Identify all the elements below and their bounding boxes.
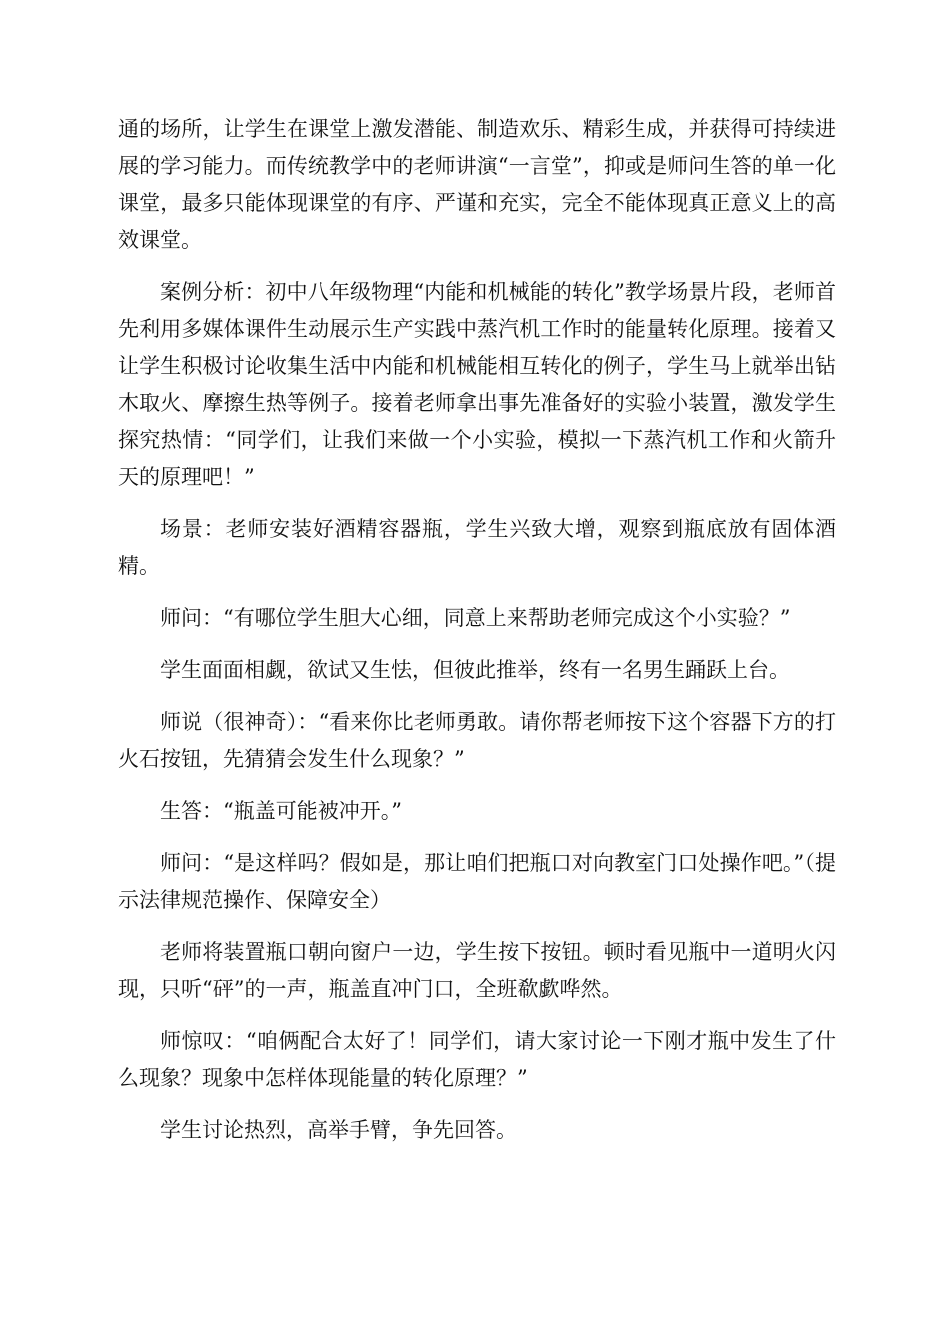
paragraph-students-react: 学生面面相觑，欲试又生怯，但彼此推举，终有一名男生踊跃上台。 xyxy=(160,658,790,682)
paragraph-scene: 场景：老师安装好酒精容器瓶，学生兴致大增，观察到瓶底放有固体酒精。 xyxy=(118,517,836,578)
paragraph-student-answer: 生答：“瓶盖可能被冲开。” xyxy=(160,799,402,823)
paragraph-teacher-question-1: 师问：“有哪位学生胆大心细，同意上来帮助老师完成这个小实验？” xyxy=(160,606,791,630)
paragraph-teacher-exclaims: 师惊叹：“咱俩配合太好了！同学们，请大家讨论一下刚才瓶中发生了什么现象？现象中怎样体现能量的转化原理？” xyxy=(118,1029,836,1090)
paragraph-teacher-says: 师说（很神奇）：“看来你比老师勇敢。请你帮老师按下这个容器下方的打火石按钮，先猜猜会发生什么现象？” xyxy=(118,710,836,771)
paragraph-continuation: 通的场所，让学生在课堂上激发潜能、制造欢乐、精彩生成，并获得可持续进展的学习能力。而传统教学中的老师讲演“一言堂”，抑或是师问生答的单一化课堂，最多只能体现课堂的有序、严谨和充实，完全不能体现真正意义上的高效课堂。 xyxy=(118,117,836,252)
paragraph-case-analysis: 案例分析：初中八年级物理“内能和机械能的转化”教学场景片段，老师首先利用多媒体课件生动展示生产实践中蒸汽机工作时的能量转化原理。接着又让学生积极讨论收集生活中内能和机械能相互转化的例子，学生马上就举出钻木取火、摩擦生热等例子。接着老师拿出事先准备好的实验小装置，激发学生探究热情：“同学们，让我们来做一个小实验，模拟一下蒸汽机工作和火箭升天的原理吧！” xyxy=(118,280,836,489)
paragraph-experiment: 老师将装置瓶口朝向窗户一边，学生按下按钮。顿时看见瓶中一道明火闪现，只听“砰”的一声，瓶盖直冲门口，全班欷歔哗然。 xyxy=(118,940,836,1001)
paragraph-students-discuss: 学生讨论热烈，高举手臂，争先回答。 xyxy=(160,1118,517,1142)
paragraph-teacher-question-2: 师问：“是这样吗？假如是，那让咱们把瓶口对向教室门口处操作吧。”（提示法律规范操作、保障安全） xyxy=(118,851,836,912)
body-text xyxy=(118,111,836,1164)
